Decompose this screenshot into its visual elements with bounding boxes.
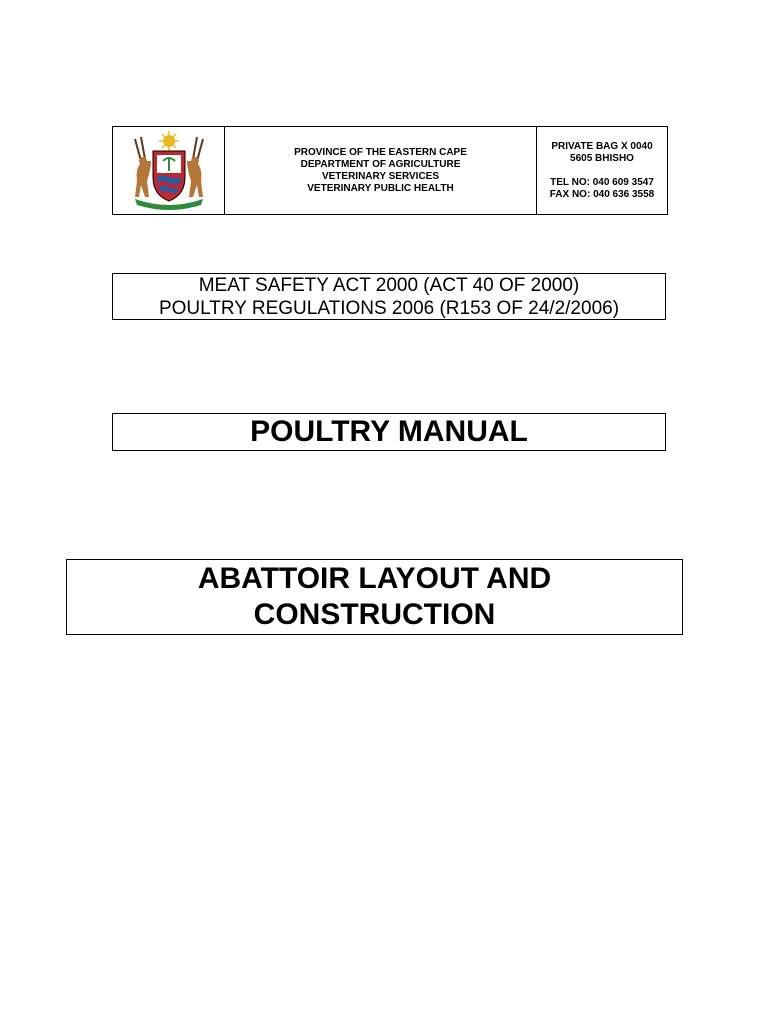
postal-code-city: 5605 BHISHO <box>570 152 634 164</box>
coat-of-arms-icon <box>121 129 217 213</box>
document-title-box <box>66 559 683 635</box>
crest-cell <box>113 127 225 214</box>
letterhead-table <box>112 126 668 215</box>
manual-title: POULTRY MANUAL <box>250 415 528 448</box>
address-cell <box>537 127 667 214</box>
document-title-line-1: ABATTOIR LAYOUT AND <box>197 562 552 595</box>
province-name: PROVINCE OF THE EASTERN CAPE <box>294 146 467 158</box>
sub-service-name: VETERINARY PUBLIC HEALTH <box>307 182 454 194</box>
manual-title-box <box>112 413 666 451</box>
regulations-reference: POULTRY REGULATIONS 2006 (R153 OF 24/2/2006) <box>158 297 620 319</box>
postal-box: PRIVATE BAG X 0040 <box>551 140 653 152</box>
telephone-number: TEL NO: 040 609 3547 <box>550 176 654 188</box>
act-reference: MEAT SAFETY ACT 2000 (ACT 40 OF 2000) <box>198 274 580 296</box>
fax-number: FAX NO: 040 636 3558 <box>549 188 655 200</box>
department-cell <box>225 127 537 214</box>
document-title-line-2: CONSTRUCTION <box>253 598 496 631</box>
legislation-box <box>112 273 666 320</box>
service-name: VETERINARY SERVICES <box>321 170 440 182</box>
department-name: DEPARTMENT OF AGRICULTURE <box>300 158 461 170</box>
